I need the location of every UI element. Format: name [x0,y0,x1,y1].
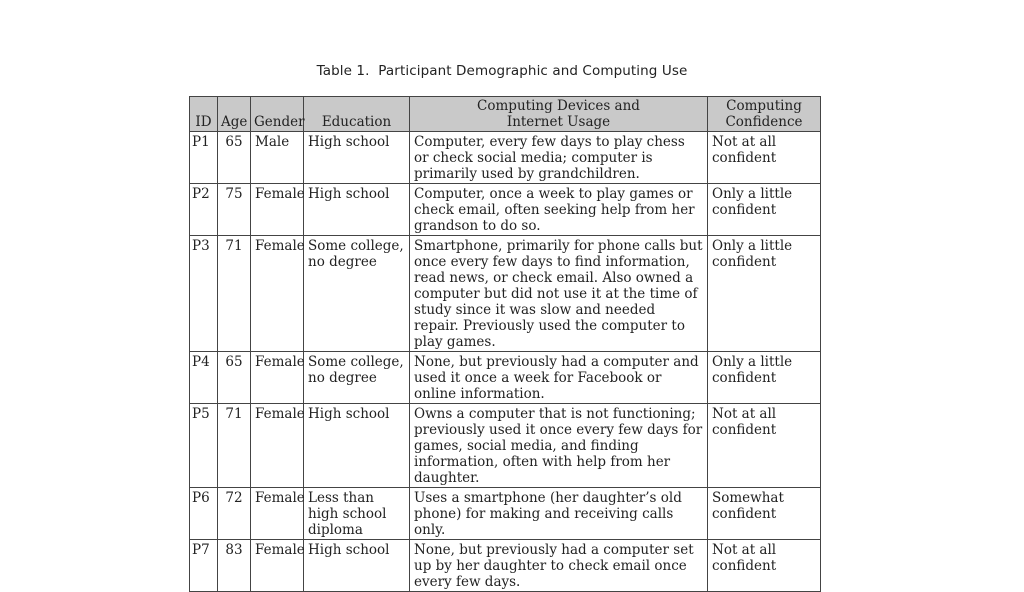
cell-confidence: Somewhat confident [708,488,821,540]
cell-gender: Female [251,184,304,236]
cell-id: P6 [190,488,218,540]
cell-age: 65 [218,352,251,404]
header-devices: Computing Devices and Internet Usage [410,97,708,132]
cell-id: P7 [190,540,218,592]
cell-confidence: Not at all confident [708,540,821,592]
cell-education: High school [304,540,410,592]
cell-gender: Female [251,540,304,592]
cell-education: Some college, no degree [304,236,410,352]
cell-confidence: Only a little confident [708,236,821,352]
cell-education: Some college, no degree [304,352,410,404]
cell-confidence: Only a little confident [708,352,821,404]
cell-age: 71 [218,404,251,488]
table-caption: Table 1. Participant Demographic and Computing Use [316,63,688,79]
cell-gender: Male [251,132,304,184]
cell-gender: Female [251,488,304,540]
cell-age: 75 [218,184,251,236]
cell-devices: None, but previously had a computer set up by her daughter to check email once every few days. [410,540,708,592]
cell-id: P1 [190,132,218,184]
cell-devices: Uses a smartphone (her daughter’s old phone) for making and receiving calls only. [410,488,708,540]
cell-education: High school [304,184,410,236]
cell-devices: None, but previously had a computer and used it once a week for Facebook or online information. [410,352,708,404]
table-row [190,540,821,592]
participant-table [189,96,821,592]
cell-education: High school [304,404,410,488]
cell-id: P3 [190,236,218,352]
cell-id: P4 [190,352,218,404]
cell-confidence: Only a little confident [708,184,821,236]
table-row [190,352,821,404]
cell-devices: Owns a computer that is not functioning; previously used it once every few days for games, social media, and finding information, often with help from her daughter. [410,404,708,488]
cell-age: 71 [218,236,251,352]
cell-age: 83 [218,540,251,592]
table-row [190,488,821,540]
cell-id: P2 [190,184,218,236]
cell-gender: Female [251,404,304,488]
cell-education: High school [304,132,410,184]
table-row [190,236,821,352]
header-education: Education [304,97,410,132]
cell-gender: Female [251,236,304,352]
header-id: ID [190,97,218,132]
header-confidence: Computing Confidence [708,97,821,132]
cell-id: P5 [190,404,218,488]
table-row [190,404,821,488]
header-age: Age [218,97,251,132]
table-row [190,184,821,236]
cell-education: Less than high school diploma [304,488,410,540]
cell-age: 72 [218,488,251,540]
cell-gender: Female [251,352,304,404]
cell-age: 65 [218,132,251,184]
table-header-row [190,97,821,132]
header-gender: Gender [251,97,304,132]
cell-devices: Computer, once a week to play games or check email, often seeking help from her grandson to do so. [410,184,708,236]
cell-confidence: Not at all confident [708,404,821,488]
cell-devices: Computer, every few days to play chess or check social media; computer is primarily used by grandchildren. [410,132,708,184]
table-row [190,132,821,184]
cell-devices: Smartphone, primarily for phone calls but once every few days to find information, read news, or check email. Also owned a computer but did not use it at the time of study since it was slow and needed repair. Previously used the computer to play games. [410,236,708,352]
cell-confidence: Not at all confident [708,132,821,184]
